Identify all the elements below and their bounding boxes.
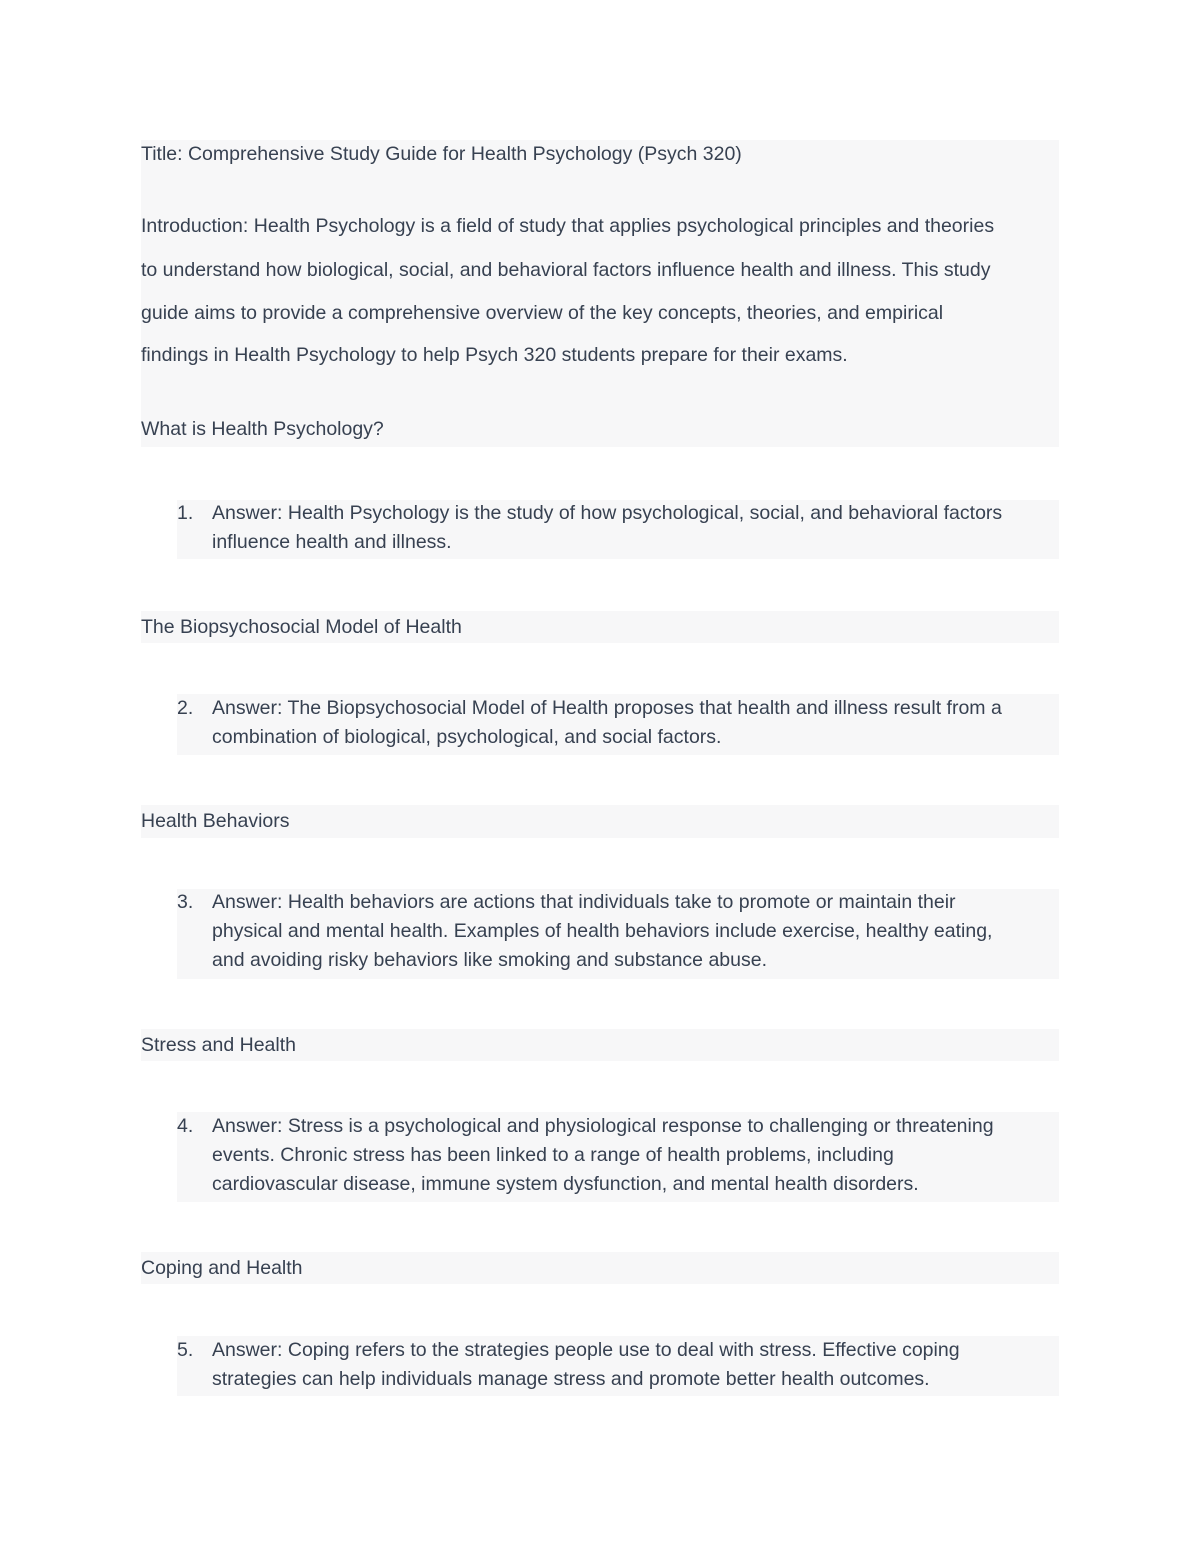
list-number: 2. (177, 697, 194, 719)
intro-line: findings in Health Psychology to help Psych 320 students prepare for their exams. (141, 344, 848, 366)
answer-line: Answer: Coping refers to the strategies people use to deal with stress. Effective coping (212, 1339, 960, 1361)
answer-line: cardiovascular disease, immune system dysfunction, and mental health disorders. (212, 1173, 919, 1195)
list-number: 4. (177, 1115, 194, 1137)
answer-line: physical and mental health. Examples of health behaviors include exercise, healthy eating, (212, 920, 993, 942)
answer-item (177, 694, 1059, 755)
section-heading: Coping and Health (141, 1257, 303, 1279)
section-heading: Health Behaviors (141, 810, 290, 832)
section-heading-block (141, 1252, 1059, 1284)
answer-line: Answer: Health Psychology is the study of how psychological, social, and behavioral factors (212, 502, 1003, 524)
list-number: 3. (177, 891, 194, 913)
section-heading-block (141, 1029, 1059, 1061)
answer-line: influence health and illness. (212, 531, 452, 553)
intro-line: guide aims to provide a comprehensive overview of the key concepts, theories, and empirical (141, 302, 944, 324)
section-heading: What is Health Psychology? (141, 418, 384, 440)
answer-line: Answer: The Biopsychosocial Model of Health proposes that health and illness result from a (212, 697, 1002, 719)
answer-line: Answer: Health behaviors are actions that individuals take to promote or maintain their (212, 891, 956, 913)
answer-item (177, 1112, 1059, 1202)
answer-item (177, 889, 1059, 979)
answer-line: combination of biological, psychological, and social factors. (212, 726, 722, 748)
answer-line: strategies can help individuals manage stress and promote better health outcomes. (212, 1368, 930, 1390)
section-heading: Stress and Health (141, 1034, 297, 1056)
answer-line: and avoiding risky behaviors like smoking and substance abuse. (212, 949, 767, 971)
section-heading-block (141, 611, 1059, 643)
section-heading-block (141, 805, 1059, 838)
section-heading: The Biopsychosocial Model of Health (141, 616, 462, 638)
list-number: 1. (177, 502, 194, 524)
document-title: Title: Comprehensive Study Guide for Health Psychology (Psych 320) (141, 143, 742, 165)
intro-line: Introduction: Health Psychology is a field of study that applies psychological principles and theories (141, 215, 995, 237)
intro-line: to understand how biological, social, and behavioral factors influence health and illness. This study (141, 259, 991, 281)
answer-line: Answer: Stress is a psychological and physiological response to challenging or threatening (212, 1115, 994, 1137)
answer-item (177, 500, 1059, 559)
list-number: 5. (177, 1339, 194, 1361)
answer-item (177, 1336, 1059, 1396)
intro-section (141, 140, 1059, 447)
answer-line: events. Chronic stress has been linked to a range of health problems, including (212, 1144, 894, 1166)
